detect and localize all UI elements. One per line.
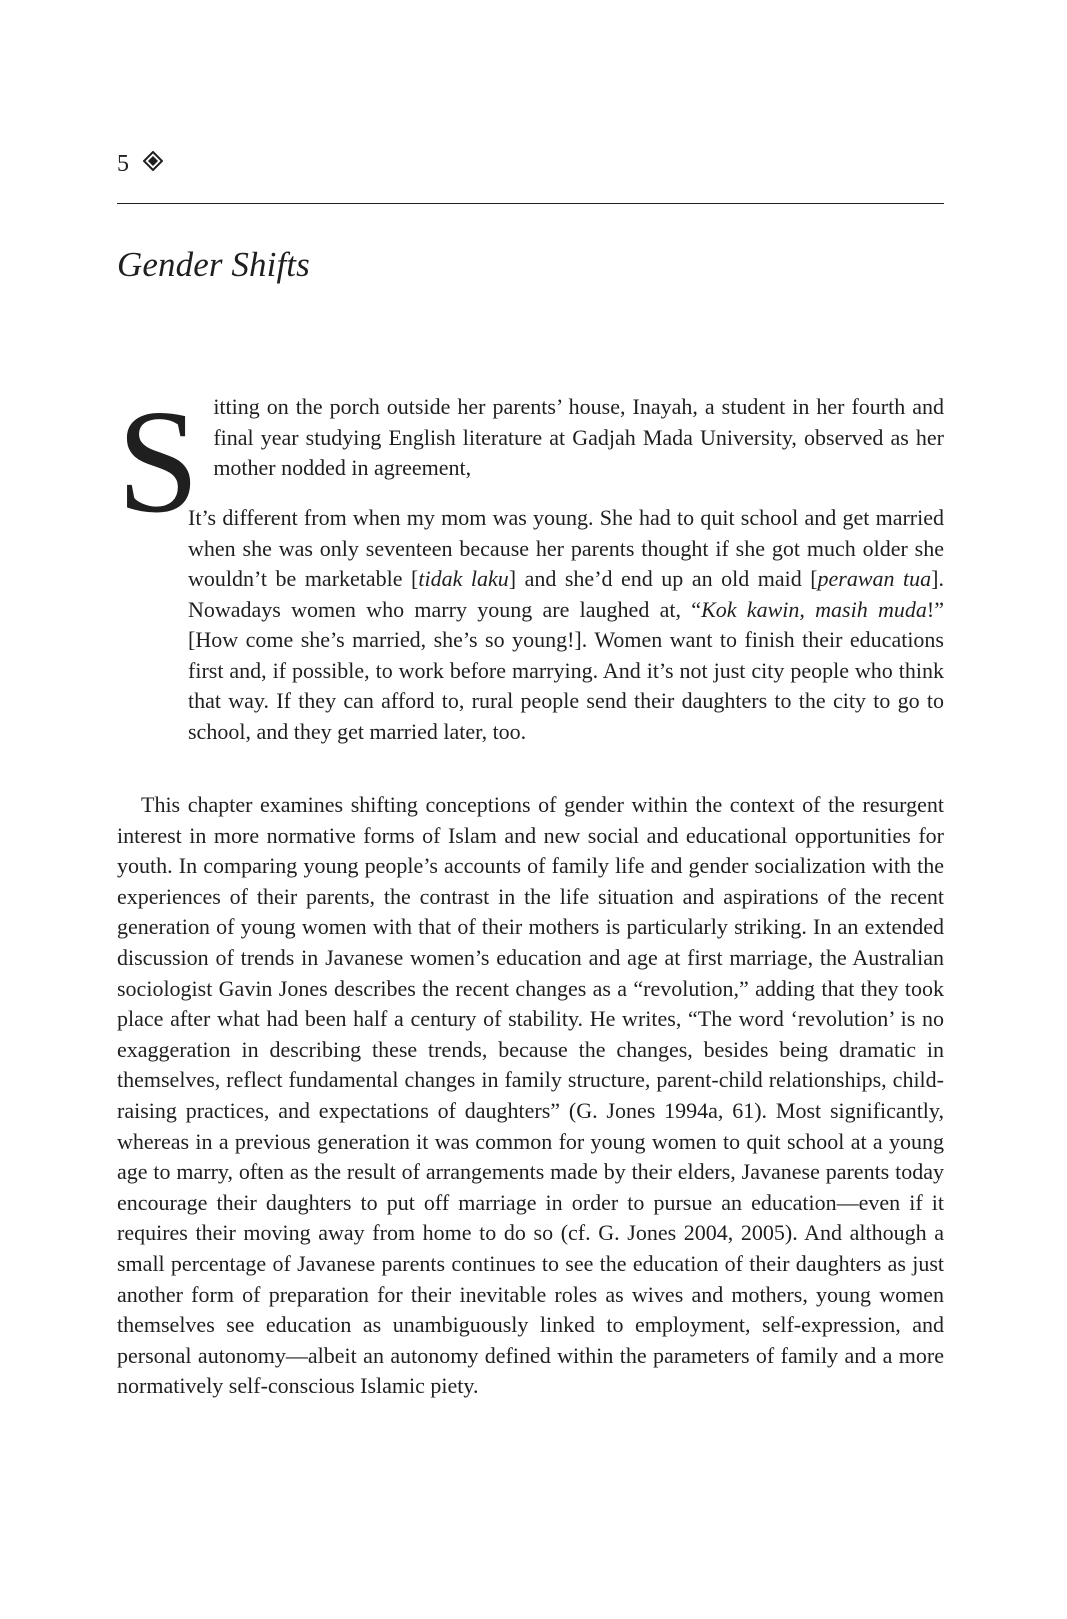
diamond-ornament-icon [143, 151, 163, 175]
header-rule [117, 203, 944, 204]
quote-term-perawan-tua: perawan tua [817, 566, 932, 591]
opening-text: itting on the porch outside her parents’ house, Inayah, a student in her fourth and final year studying English literature at Gadjah Mada University, observed as her mother nodded in agreement, [213, 394, 944, 480]
quote-part-3: ]. Nowadays women who marry young are laughed at, “ [188, 566, 944, 622]
drop-cap: S [117, 380, 200, 544]
body-paragraph: This chapter examines shifting conceptions of gender within the context of the resurgent interest in more normative forms of Islam and new social and educational opportunities for youth. In comparing young people’s accounts of family life and gender socialization with the experiences of their parents, the contrast in the life situation and aspirations of the recent generation of young women with that of their mothers is particularly striking. In an extended discussion of trends in Javanese women’s education and age at first marriage, the Australian sociologist Gavin Jones describes the recent changes as a “revolution,” adding that they took place after what had been half a century of stability. He writes, “The word ‘revolution’ is no exaggeration in describing these trends, because the changes, besides being dramatic in themselves, reflect fundamental changes in family structure, parent-child relationships, child-raising practices, and expectations of daughters” (G. Jones 1994a, 61). Most significantly, whereas in a previous generation it was common for young women to quit school at a young age to marry, often as the result of arrangements made by their elders, Javanese parents today encourage their daughters to put off marriage in order to pursue an education—even if it requires their moving away from home to do so (cf. G. Jones 2004, 2005). And although a small percentage of Javanese parents continues to see the education of their daughters as just another form of preparation for their inevitable roles as wives and mothers, young women themselves see education as unambiguously linked to employment, self-expression, and personal autonomy—albeit an autonomy defined within the parameters of family and a more normatively self-conscious Islamic piety. [117, 792, 944, 1399]
page-header [117, 152, 163, 176]
quote-term-kok-kawin: Kok kawin, masih muda [701, 596, 927, 622]
quote-term-tidak-laku: tidak laku [418, 566, 509, 591]
chapter-number: 5 [117, 151, 129, 177]
quote-part-2: ] and she’d end up an old maid [ [508, 566, 818, 591]
quote-part-4: !” [How come she’s married, she’s so young!]. Women want to finish their educations first and, if possible, to work before marrying. And it’s not just city people who think that way. If they can afford to, rural people send their daughters to the city to go to school, and they get married later, too. [188, 596, 944, 744]
quote-text [142, 503, 944, 747]
chapter-title: Gender Shifts [117, 245, 310, 284]
quote-part-1: It’s different from when my mom was young. She had to quit school and get married when she was only seventeen because her parents thought if she got much older she wouldn’t be marketable [ [188, 505, 944, 591]
block-quote [142, 503, 944, 747]
